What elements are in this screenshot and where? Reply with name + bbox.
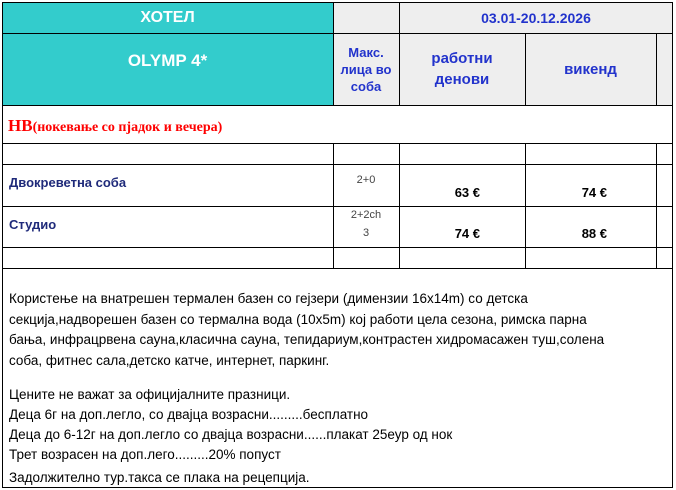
grid-line [525,143,526,268]
grid-line [2,206,673,207]
grid-line [2,105,673,106]
grid-line [672,2,673,488]
board-description: (нокевање со пјадок и вечера) [32,120,223,135]
hotel-label-cell [2,2,333,33]
grid-line [525,33,526,105]
grid-line [656,143,657,268]
notes-tax: Задолжително тур.такса се плака на рецепција. [9,470,310,485]
price-table [2,2,673,488]
max-persons-cell [333,33,399,105]
grid-line [2,2,3,488]
grid-line [2,2,673,3]
max-persons-label: Макс. лица во соба [340,44,392,94]
weekday-label: работни денови [431,50,493,88]
date-range: 03.01-20.12.2026 [481,9,591,26]
grid-line [2,487,673,488]
grid-line [2,33,673,34]
weekday-header-cell [399,33,525,105]
room-weekday-price-studio: 74 € [454,226,480,241]
grid-line [2,247,673,248]
date-range-cell [399,2,673,33]
room-weekend-price-studio: 88 € [581,226,607,241]
grid-line [399,2,400,105]
weekend-label: викенд [564,60,617,78]
hotel-name-cell [2,33,333,105]
header-blank-cell [333,2,399,33]
hotel-label: ХОТЕЛ [140,8,195,26]
room-name-double: Двокреветна соба [9,175,127,190]
notes-third-adult: Трет возрасен на доп.лего.........20% попуст [9,447,281,462]
room-capacity-studio-line1: 2+2ch [350,209,382,221]
header-edge-cell [656,33,673,105]
hotel-name: OLYMP 4* [127,51,208,70]
grid-line [333,2,334,105]
room-capacity-studio-line2: 3 [362,227,370,239]
room-capacity-double: 2+0 [356,174,376,186]
grid-line [656,33,657,105]
grid-line [2,143,673,144]
board-code: HB [8,116,33,135]
grid-line [2,268,673,269]
room-weekday-price-double: 63 € [454,185,480,200]
grid-line [2,164,673,165]
board-row [8,116,648,138]
notes-child-6-12: Деца до 6-12г на доп.легло со двајца возрасни......плакат 25еур од нок [9,427,453,442]
room-name-studio: Студио [9,217,57,232]
notes-child-under6: Деца 6г на доп.легло, со двајца возрасни.........бесплатно [9,407,369,422]
grid-line [333,143,334,268]
weekend-header-cell [525,33,656,105]
grid-line [399,143,400,268]
notes-holidays: Цените не важат за официјалните празници. [9,387,291,402]
room-weekend-price-double: 74 € [581,185,607,200]
notes-facilities: Користење на внатрешен термален базен со гејзери (димензии 16х14m) со детска секција,надворешен базен со термална вода (10х5m) кој работи цела сезона, римска парна бања, инфрацрвена сауна,класична сауна, тепидариум,контрастен хидромасажен туш,солена соба, фитнес сала,детско катче, интернет, паркинг. [9,291,605,368]
